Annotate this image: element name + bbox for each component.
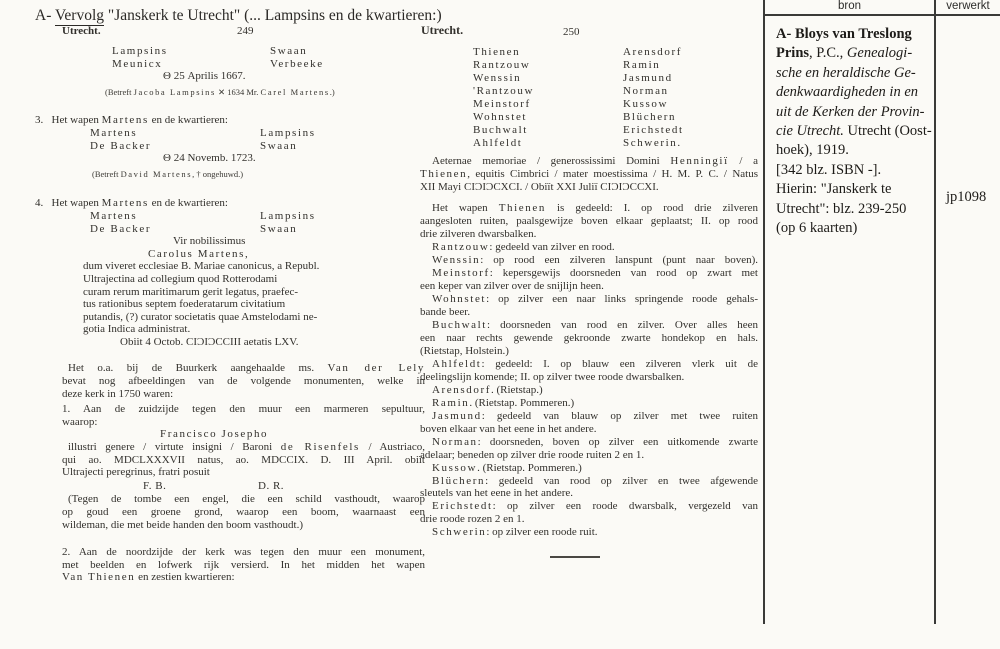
text-line <box>420 526 758 539</box>
text-line: drie roode rozen 2 en 1. <box>420 513 525 526</box>
text-segment: Swaan <box>270 45 308 57</box>
left-page-number: 249 <box>237 25 254 37</box>
text-line: (Rietstap, Holstein.) <box>420 344 509 357</box>
text-line <box>420 124 758 137</box>
text-line: een naar rechts gewende gekroonde zwarte hondekop en hals. <box>420 332 758 345</box>
text-line: (op 6 kaarten) <box>776 220 858 237</box>
text-segment: F. B. <box>143 479 167 492</box>
text-line <box>420 137 758 150</box>
text-line <box>35 441 425 454</box>
text-segment: Buchwalt <box>473 123 528 136</box>
text-segment: (Betreft <box>105 86 134 97</box>
text-segment: Thienen <box>420 167 468 180</box>
text-segment: Arensdorf <box>623 46 682 58</box>
text-line <box>35 86 425 99</box>
text-line: 2. Aan de noordzijde der kerk was tegen den muur een monument, <box>62 546 425 559</box>
text-line: [342 blz. ISBN -]. <box>776 161 882 178</box>
text-segment: 4. Het wapen <box>35 197 102 210</box>
text-segment: Jasmund <box>432 409 482 422</box>
text-line: adelaar; beneden op zilver drie roode ruiten 2 en 1. <box>420 448 645 461</box>
text-segment: / a <box>728 154 758 167</box>
text-line <box>35 571 425 584</box>
text-line <box>420 254 758 267</box>
text-segment: Ahlfeldt <box>473 136 523 149</box>
text-line <box>35 114 425 127</box>
text-segment: uit de Kerken der Provin- <box>776 103 925 120</box>
left-text-column <box>35 45 425 584</box>
text-line: bande beer. <box>420 306 471 319</box>
text-line <box>35 140 425 153</box>
text-segment: Jacoba Lampsins <box>133 86 216 97</box>
text-line: Vir nobilissimus <box>173 235 246 248</box>
text-segment: ✕ 1634 Mr. <box>215 86 261 97</box>
text-line <box>420 46 758 59</box>
text-segment: , † ongehuwd.) <box>192 168 244 179</box>
text-segment: en de kwartieren: <box>148 114 228 127</box>
text-line: qui ao. MDCLXXXVII natus, ao. MDCCIX. D. III April. obiït <box>62 453 425 466</box>
text-line: met beelden en lofwerk rijk versierd. In het midden het wapen <box>62 558 425 571</box>
text-line <box>35 362 425 375</box>
text-segment: David Martens <box>120 168 193 179</box>
text-line <box>420 168 758 181</box>
text-line <box>776 83 932 102</box>
text-segment: Ramin <box>623 58 661 71</box>
text-segment: Ramin <box>432 396 470 409</box>
document-title <box>35 7 442 25</box>
text-line <box>420 293 758 306</box>
text-line <box>35 127 425 140</box>
text-segment: sche en heraldische Ge- <box>776 64 916 81</box>
text-line <box>420 462 758 475</box>
text-line: dum viveret ecclesiae B. Mariae canonicus, a Republ. <box>83 260 320 273</box>
text-line <box>776 64 932 83</box>
text-segment: Jasmund <box>623 71 673 84</box>
source-table-header <box>765 0 1000 16</box>
text-segment: De Backer <box>90 139 152 152</box>
text-line <box>35 223 425 236</box>
text-segment: / Austriaco, <box>359 441 426 454</box>
text-line <box>35 480 425 493</box>
text-segment: Meinstorf <box>432 267 490 280</box>
text-line: gotia Indica administrat. <box>83 323 191 336</box>
text-segment: Norman <box>432 435 478 448</box>
text-line <box>420 59 758 72</box>
text-segment: : gedeeld van rood op zilver en twee afgewende <box>485 474 758 487</box>
text-segment: Lampsins <box>260 209 316 222</box>
text-line: een keper van zilver over de snijlijn heen. <box>420 280 604 293</box>
text-line <box>35 45 425 58</box>
text-segment: .) <box>329 86 335 97</box>
text-segment: Erichstedt <box>432 500 493 513</box>
text-segment: Henningiï <box>670 154 729 167</box>
text-segment: : gedeeld: I. op blauw een zilveren vlerk uit de <box>481 357 758 370</box>
text-segment: , equitis Cimbrici / mater moestissima / H. M. P. C. / Natus <box>467 167 758 180</box>
text-segment: Erichstedt <box>623 123 684 136</box>
text-line <box>776 103 932 122</box>
text-segment: Rantzouw <box>473 58 531 71</box>
section-end-rule <box>550 556 600 558</box>
text-segment: Thienen <box>473 46 521 58</box>
text-segment: en de kwartieren: <box>148 197 228 210</box>
text-line <box>35 168 425 181</box>
verwerkt-code: jp1098 <box>946 189 987 205</box>
text-segment: D. R. <box>258 479 285 492</box>
text-line: putandis, (?) curator societatis quae Amstelodami ne- <box>83 310 318 323</box>
text-segment: Martens <box>90 126 138 139</box>
text-segment: A- <box>776 26 795 42</box>
text-line <box>776 25 932 44</box>
text-line <box>35 58 425 71</box>
text-line: XII Mayi CIƆIƆCXCI. / Obiït XXI Juliï CIƆIƆCCXI. <box>420 180 659 193</box>
text-segment: Francisco Josepho <box>160 428 269 441</box>
text-line: aangesloten ruiten, paalsgewijze boven elkaar geplaatst; II. op rood <box>420 215 758 228</box>
text-segment: illustri genere / virtute insigni / Baroni <box>68 441 281 454</box>
text-line: deelingslijn komende; II. op zilver twee roode dwarsbalken. <box>420 370 685 383</box>
text-line <box>420 155 758 168</box>
text-segment: Swaan <box>260 222 298 235</box>
text-segment: Norman <box>623 84 669 97</box>
text-segment: Wenssin <box>473 71 522 84</box>
text-segment: : kepersgewijs doorsneden van rood op zwart met <box>489 267 758 280</box>
text-line <box>420 500 758 513</box>
text-line <box>420 410 758 423</box>
text-segment: Het o.a. bij de Buurkerk aangehaalde ms. <box>68 362 328 375</box>
text-line: tus rationibus septem foederatarum civitatium <box>83 298 286 311</box>
text-line <box>420 358 758 371</box>
text-line <box>420 202 758 215</box>
text-line <box>420 397 758 410</box>
text-line <box>420 72 758 85</box>
text-line: waarop: <box>62 415 98 428</box>
title-underlined-word: Vervolg <box>54 7 105 24</box>
text-segment: Martens <box>101 114 149 127</box>
text-segment: (Betreft <box>92 168 121 179</box>
text-line: curam rerum maritimarum gerit legatus, praefec- <box>83 285 299 298</box>
text-segment: en zestien kwartieren: <box>135 571 235 584</box>
text-segment: . (Rietstap. Pommeren.) <box>477 461 582 474</box>
text-line <box>420 319 758 332</box>
bron-cell <box>776 25 932 238</box>
text-segment: : op zilver een roode dwarsbalk, vergezeld van <box>492 500 758 513</box>
text-segment: Verbeeke <box>270 57 324 70</box>
text-segment: Schwerin <box>432 526 487 539</box>
text-line: boven elkaar van het eene in het andere. <box>420 422 597 435</box>
text-segment: Ahlfeldt <box>432 357 482 370</box>
text-line: sleutels van het eene in het andere. <box>420 487 574 500</box>
text-segment: : gedeeld van blauw op zilver met twee ruiten <box>481 409 758 422</box>
text-segment: . (Rietstap. Pommeren.) <box>469 396 575 409</box>
text-line: (Tegen de tombe een engel, die een schild vasthoudt, waarop <box>68 493 425 506</box>
text-line <box>776 122 932 141</box>
text-segment: Wohnstet <box>473 110 528 123</box>
title-prefix: A- <box>35 7 55 24</box>
source-table-column-divider <box>934 0 936 624</box>
bron-column-header: bron <box>837 0 862 12</box>
text-segment: De Backer <box>90 222 152 235</box>
text-segment: 'Rantzouw <box>473 84 534 97</box>
text-segment: Carel Martens <box>260 86 330 97</box>
text-line: Θ 25 Aprilis 1667. <box>163 70 246 83</box>
text-segment: Martens <box>101 197 149 210</box>
text-segment: Blüchern <box>432 474 486 487</box>
text-segment: Meunicx <box>112 57 163 70</box>
text-line: Obiit 4 Octob. CIƆIƆCCIII aetatis LXV. <box>120 335 299 348</box>
text-segment: Het wapen <box>432 202 499 215</box>
text-line: hoek), 1919. <box>776 142 849 159</box>
text-segment: Lampsins <box>260 126 316 139</box>
text-line <box>420 267 758 280</box>
text-line <box>35 428 425 441</box>
text-line <box>420 436 758 449</box>
text-segment: is gedeeld: I. op rood drie zilveren <box>545 202 759 215</box>
source-table <box>763 0 1000 624</box>
right-page-place: Utrecht. <box>421 23 464 37</box>
text-segment: Genealogi- <box>846 45 913 62</box>
text-line <box>35 197 425 210</box>
text-segment: : op zilver een roode ruit. <box>486 526 598 539</box>
text-segment: : op rood een zilveren lanspunt (punt naar boven). <box>480 254 758 267</box>
text-segment: Kussow <box>432 461 478 474</box>
text-line: 1. Aan de zuidzijde tegen den muur een marmeren sepultuur, <box>62 403 425 416</box>
text-segment: cie Utrecht. <box>776 123 844 140</box>
text-line: Ultrajecti peregrinus, fratri posuit <box>62 466 210 479</box>
text-segment: Blüchern <box>623 110 677 123</box>
text-line <box>420 98 758 111</box>
text-segment: Buchwalt <box>432 319 487 332</box>
text-segment: Carolus Martens, <box>148 247 250 260</box>
text-segment: Utrecht (Oost- <box>843 123 932 140</box>
text-segment: Thienen <box>498 202 546 215</box>
text-line: Utrecht": blz. 239-250 <box>776 200 907 217</box>
text-line <box>420 241 758 254</box>
text-line <box>420 111 758 124</box>
text-line: drie zilveren dwarsbalken. <box>420 228 537 241</box>
text-line: op goud een groene grond, waarop een boom, waarnaast een <box>62 506 425 518</box>
text-line: Θ 24 Novemb. 1723. <box>163 152 256 165</box>
text-segment: 3. Het wapen <box>35 114 102 127</box>
text-segment: Wenssin <box>432 254 481 267</box>
text-segment: : doorsneden van rood en zilver. Over alles heen <box>486 319 758 332</box>
text-line: deze kerk in 1750 waren: <box>62 387 174 400</box>
left-page-place: Utrecht. <box>62 25 101 37</box>
text-segment: Van Thienen <box>62 571 136 584</box>
text-segment: Kussow <box>623 97 669 110</box>
text-line <box>420 85 758 98</box>
text-segment: , P.C., <box>809 45 847 62</box>
text-segment: Schwerin. <box>623 136 682 149</box>
text-segment: Lampsins <box>112 45 168 57</box>
text-line: bevat nog afbeeldingen van de volgende monumenten, welke in <box>62 375 425 388</box>
text-segment: . (Rietstap.) <box>491 383 543 396</box>
text-line <box>776 44 932 63</box>
text-line: Hierin: "Janskerk te <box>776 181 892 198</box>
text-line <box>420 384 758 397</box>
text-segment: Rantzouw <box>432 241 490 254</box>
text-line <box>35 210 425 223</box>
text-segment: Meinstorf <box>473 97 531 110</box>
right-text-column <box>420 46 758 539</box>
text-segment: Van der Lely <box>327 362 425 375</box>
text-line <box>35 248 425 261</box>
text-segment: Arensdorf <box>432 383 491 396</box>
text-segment: : op zilver een naar links springende roode gehals- <box>486 293 758 306</box>
title-rest: "Janskerk te Utrecht" (... Lampsins en de kwartieren:) <box>104 7 442 24</box>
text-segment: : gedeeld van zilver en rood. <box>489 241 615 254</box>
text-segment: denkwaardigheden in en <box>776 84 919 101</box>
text-segment: : doorsneden, boven op zilver een uitkomende zwarte <box>477 435 758 448</box>
text-line: Ultrajectina ad collegium quod Rotterodami <box>83 272 278 285</box>
text-segment: Wohnstet <box>432 293 487 306</box>
text-segment: Prins <box>776 45 810 62</box>
verwerkt-column-header: verwerkt <box>946 0 990 12</box>
text-segment: Swaan <box>260 139 298 152</box>
text-line: wildeman, die met beide handen den boom vasthoudt.) <box>62 518 304 531</box>
text-segment: Martens <box>90 209 138 222</box>
text-segment: Aeternae memoriae / generossissimi Domini <box>432 154 671 167</box>
text-segment: Bloys van Treslong <box>794 26 912 42</box>
text-line <box>420 475 758 488</box>
text-segment: de Risenfels <box>280 441 360 454</box>
right-page-number: 250 <box>563 26 580 38</box>
